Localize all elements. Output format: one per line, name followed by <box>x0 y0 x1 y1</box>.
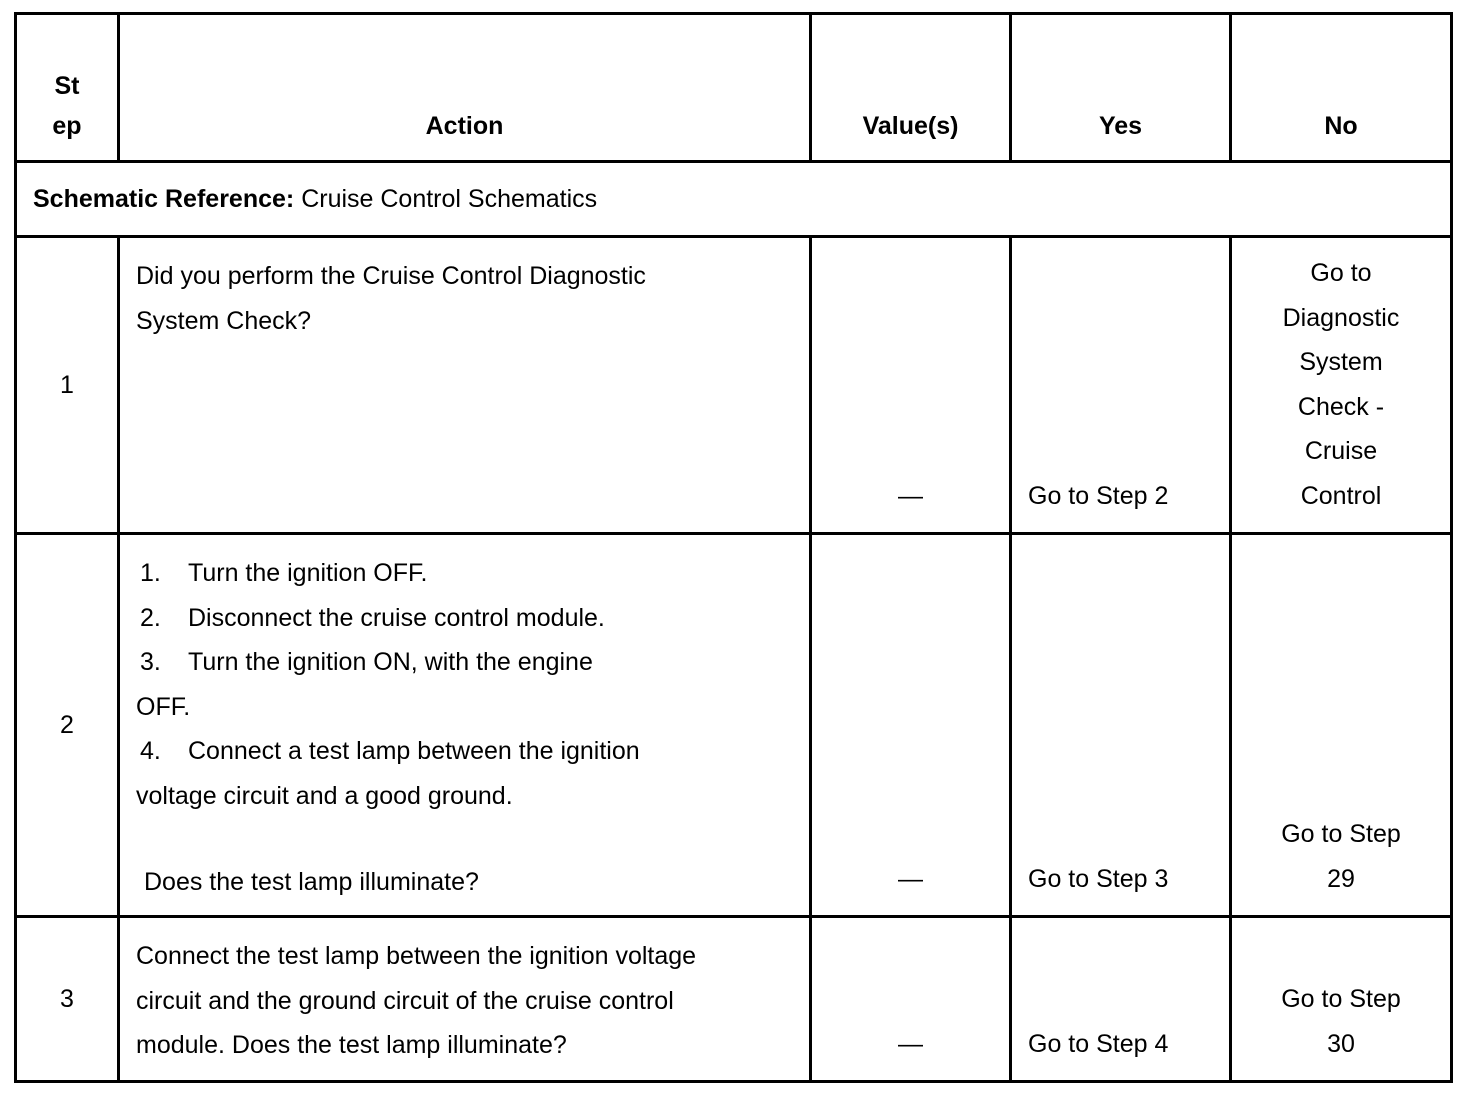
no-cell: Go to Diagnostic System Check - Cruise Control <box>1231 237 1452 534</box>
list-item: 3. Turn the ignition ON, with the engine OFF. <box>136 648 593 721</box>
value-cell: — <box>811 917 1011 1082</box>
table-row <box>16 534 1452 917</box>
yes-cell: Go to Step 2 <box>1011 237 1231 534</box>
table-row <box>16 237 1452 534</box>
schematic-reference-row <box>16 162 1452 237</box>
yes-cell: Go to Step 4 <box>1011 917 1231 1082</box>
step-number: 3 <box>16 917 119 1082</box>
no-cell: Go to Step 30 <box>1231 917 1452 1082</box>
list-item: 2. Disconnect the cruise control module. <box>140 603 605 632</box>
header-row <box>16 14 1452 162</box>
value-cell: — <box>811 534 1011 917</box>
schematic-reference <box>16 162 1452 237</box>
list-item: 4. Connect a test lamp between the ignition voltage circuit and a good ground. <box>136 737 640 810</box>
header-step: St ep <box>16 14 119 162</box>
value-cell: — <box>811 237 1011 534</box>
action-text: Connect the test lamp between the ignition voltage circuit and the ground circuit of the cruise control module. Does the test lamp illuminate? <box>119 917 811 1082</box>
header-values: Value(s) <box>811 14 1011 162</box>
yes-cell: Go to Step 3 <box>1011 534 1231 917</box>
table-row <box>16 917 1452 1082</box>
no-cell: Go to Step 29 <box>1231 534 1452 917</box>
header-yes: Yes <box>1011 14 1231 162</box>
schematic-reference-label: Schematic Reference: <box>33 185 295 213</box>
step-number: 2 <box>16 534 119 917</box>
diagnostic-table <box>14 12 1453 1083</box>
header-no: No <box>1231 14 1452 162</box>
step-number: 1 <box>16 237 119 534</box>
list-item: 1. Turn the ignition OFF. <box>140 559 428 587</box>
action-text: Did you perform the Cruise Control Diagnostic System Check? <box>119 237 811 534</box>
header-action: Action <box>119 14 811 162</box>
action-list <box>119 534 811 917</box>
action-question: Does the test lamp illuminate? <box>144 868 479 896</box>
schematic-reference-value: Cruise Control Schematics <box>301 185 598 213</box>
